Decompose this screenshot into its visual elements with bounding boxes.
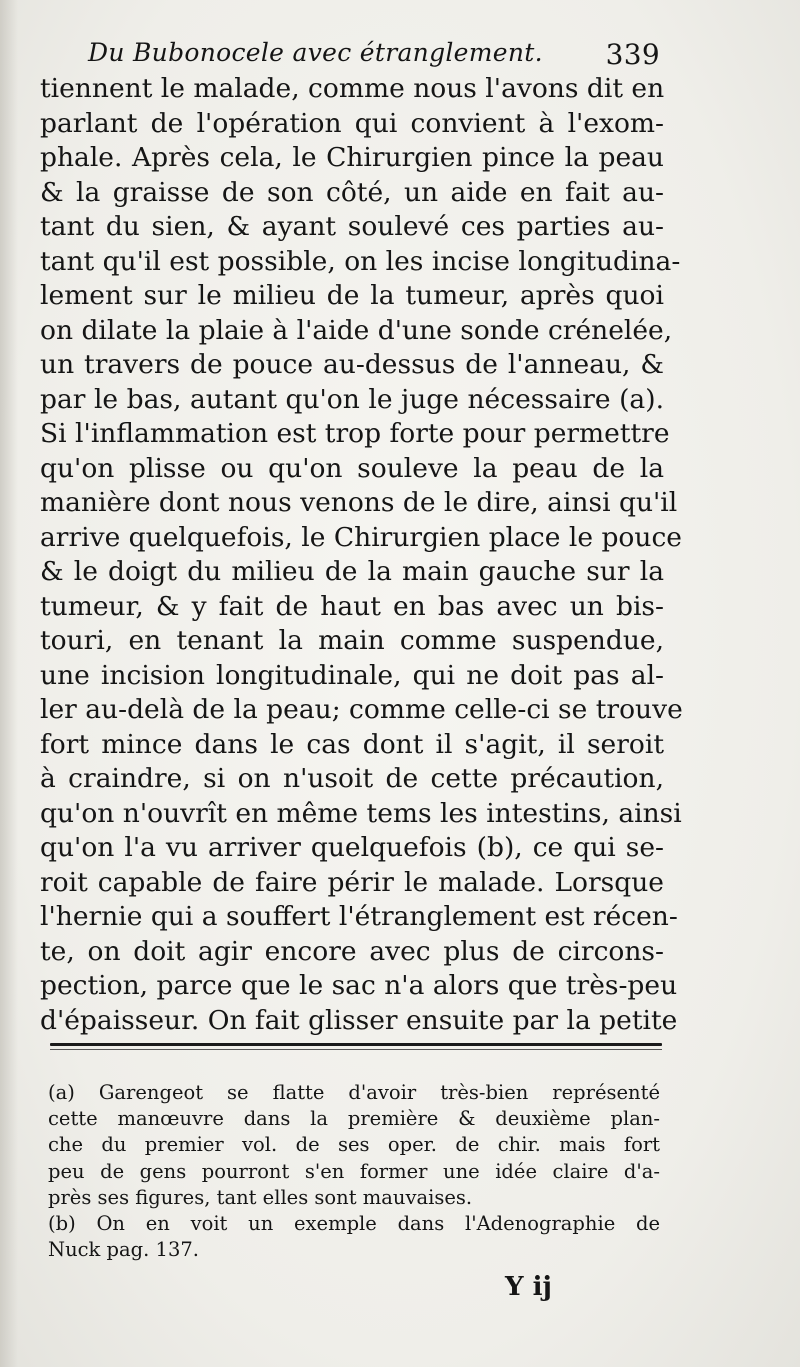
footnote-rule — [50, 1043, 662, 1046]
footnote-line: Nuck pag. 137. — [48, 1238, 199, 1262]
footnote-line: (a) Garengeot se flatte d'avoir très-bien représenté — [48, 1081, 660, 1104]
running-title: Du Bubonocele avec étranglement. — [88, 38, 543, 67]
text-line: tiennent le malade, comme nous l'avons dit en — [40, 73, 665, 104]
text-line: arrive quelquefois, le Chirurgien place le pouce — [40, 521, 682, 553]
text-line: fort mince dans le cas dont il s'agit, il seroit — [40, 728, 664, 760]
text-line: ler au-delà de la peau; comme celle-ci se trouve — [40, 694, 683, 725]
text-line: lement sur le milieu de la tumeur, après quoi — [40, 280, 664, 311]
text-line: Si l'inflammation est trop forte pour permettre — [40, 418, 670, 449]
text-line: qu'on n'ouvrît en même tems les intestins, ainsi — [40, 797, 682, 829]
text-line: manière dont nous venons de le dire, ainsi qu'il — [40, 487, 678, 518]
text-line: pection, parce que le sac n'a alors que très-peu — [40, 970, 678, 1001]
text-line: touri, en tenant la main comme suspendue, — [40, 625, 664, 656]
text-line: tant qu'il est possible, on les incise longitudina- — [40, 245, 681, 277]
text-line: l'hernie qui a souffert l'étranglement est récen- — [40, 901, 678, 932]
footnote-line: cette manœuvre dans la première & deuxième plan- — [48, 1107, 660, 1131]
text-line: d'épaisseur. On fait glisser ensuite par la petite — [40, 1004, 678, 1036]
page-gutter-shadow — [0, 0, 18, 1367]
signature-mark: Y ij — [505, 1272, 552, 1302]
footnote-line: peu de gens pourront s'en former une idée claire d'a- — [48, 1159, 660, 1183]
footnote-line: près ses figures, tant elles sont mauvaises. — [48, 1185, 473, 1209]
text-line: & le doigt du milieu de la main gauche sur la — [40, 556, 664, 587]
footnotes — [48, 1080, 660, 1263]
text-line: qu'on plisse ou qu'on souleve la peau de la — [40, 452, 664, 484]
text-line: un travers de pouce au-dessus de l'anneau, & — [40, 349, 664, 380]
text-line: qu'on l'a vu arriver quelquefois (b), ce qui se- — [40, 832, 664, 863]
text-line: on dilate la plaie à l'aide d'une sonde crénelée, — [40, 314, 673, 346]
main-text — [40, 72, 683, 1038]
text-line: te, on doit agir encore avec plus de circons- — [40, 935, 664, 967]
text-line: parlant de l'opération qui convient à l'exom- — [40, 107, 664, 139]
footnote-line: (b) On en voit un exemple dans l'Adenographie de — [48, 1211, 660, 1235]
footnote-rule-thin — [50, 1049, 662, 1050]
text-line: tant du sien, & ayant soulevé ces parties au- — [40, 211, 664, 242]
page-number: 339 — [605, 38, 660, 71]
text-line: par le bas, autant qu'on le juge nécessaire (a). — [40, 383, 664, 415]
text-line: roit capable de faire périr le malade. Lorsque — [40, 866, 664, 898]
text-line: phale. Après cela, le Chirurgien pince la peau — [40, 142, 664, 173]
text-line: à craindre, si on n'usoit de cette précaution, — [40, 763, 664, 794]
text-line: une incision longitudinale, qui ne doit pas al- — [40, 659, 664, 691]
text-line: & la graisse de son côté, un aide en fait au- — [40, 176, 664, 208]
text-line: tumeur, & y fait de haut en bas avec un bis- — [40, 590, 664, 622]
footnote-line: che du premier vol. de ses oper. de chir. mais fort — [48, 1133, 660, 1157]
